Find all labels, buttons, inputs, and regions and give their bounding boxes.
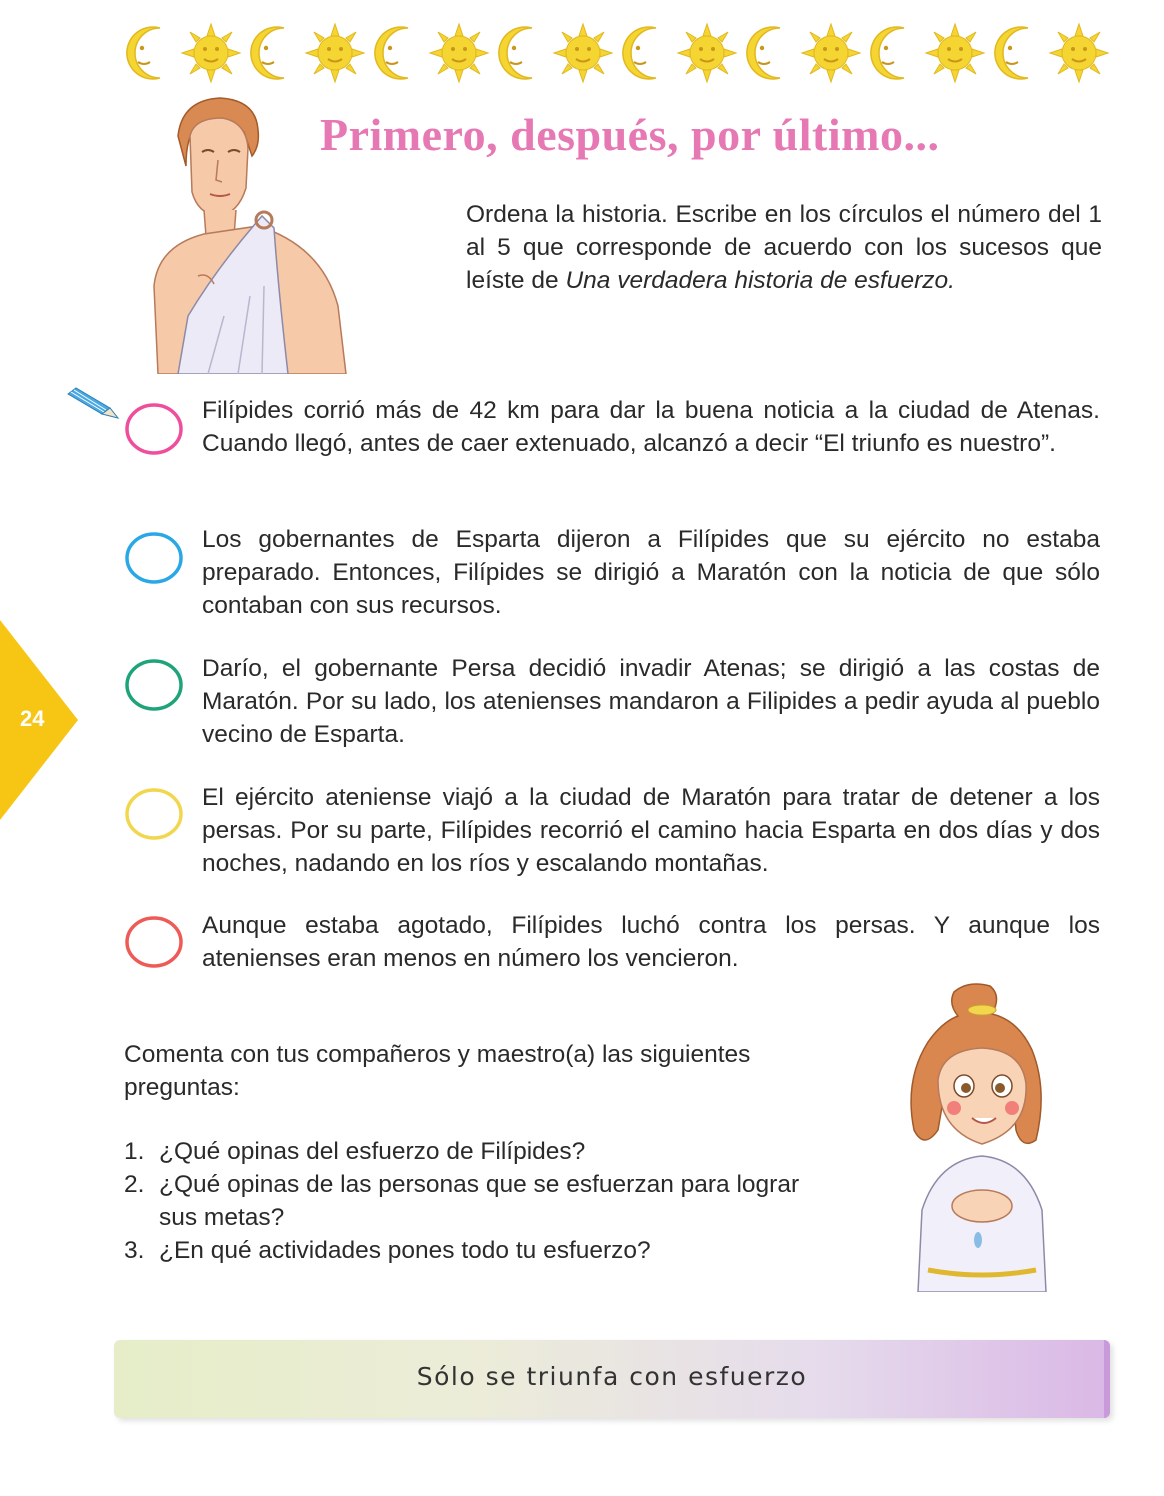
question-list — [124, 1135, 844, 1267]
moon-sun-border — [120, 18, 1110, 88]
question-number: 3. — [124, 1237, 145, 1264]
page-number: 24 — [20, 706, 45, 731]
sun-icon — [552, 22, 614, 84]
event-text: Darío, el gobernante Persa decidió invadir Atenas; se dirigió a las costas de Maratón. Por su lado, los atenienses mandaron a Filipides a pedir ayuda al pueblo vecino de Esparta. — [202, 655, 1100, 748]
sun-icon — [304, 22, 366, 84]
question-number: 1. — [124, 1138, 145, 1165]
moon-icon — [368, 22, 426, 84]
motto-text: Sólo se triunfa con esfuerzo — [416, 1362, 808, 1391]
motto-banner — [114, 1340, 1110, 1418]
event-text: Aunque estaba agotado, Filípides luchó contra los persas. Y aunque los atenienses eran menos en número los vencieron. — [202, 912, 1100, 972]
book-title: Una verdadera historia de esfuerzo. — [565, 267, 955, 294]
moon-icon — [244, 22, 302, 84]
instructions — [466, 198, 1102, 297]
moon-icon — [988, 22, 1046, 84]
moon-icon — [120, 22, 178, 84]
page-title: Primero, después, por último... — [320, 109, 940, 160]
answer-circle[interactable] — [124, 658, 184, 712]
sun-icon — [924, 22, 986, 84]
pencil-icon — [66, 386, 122, 422]
sun-icon — [676, 22, 738, 84]
question-item — [124, 1234, 844, 1267]
event-text: Filípides corrió más de 42 km para dar la buena noticia a la ciudad de Atenas. Cuando llegó, antes de caer extenuado, alcanzó a decir “El triunfo es nuestro”. — [202, 397, 1100, 457]
sun-icon — [180, 22, 242, 84]
moon-icon — [492, 22, 550, 84]
question-item — [124, 1168, 844, 1234]
moon-icon — [740, 22, 798, 84]
answer-circle[interactable] — [124, 915, 184, 969]
discussion-prompt: Comenta con tus compañeros y maestro(a) las siguientes preguntas: — [124, 1041, 751, 1101]
answer-circle[interactable] — [124, 787, 184, 841]
event-text: Los gobernantes de Esparta dijeron a Filípides que su ejército no estaba preparado. Entonces, Filípides se dirigió a Maratón con la noticia de que sólo contaban con sus recursos. — [202, 526, 1100, 619]
instructions-text: Ordena la historia. Escribe en los círculos el número del 1 al 5 que corresponde de acuerdo con los sucesos que leíste de — [466, 201, 1102, 294]
sun-icon — [1048, 22, 1110, 84]
girl-illustration — [898, 980, 1066, 1292]
answer-circle[interactable] — [124, 531, 184, 585]
sun-icon — [428, 22, 490, 84]
answer-circle[interactable] — [124, 402, 184, 456]
moon-icon — [864, 22, 922, 84]
question-item — [124, 1135, 844, 1168]
question-text: ¿En qué actividades pones todo tu esfuerzo? — [159, 1237, 651, 1264]
question-text: ¿Qué opinas del esfuerzo de Filípides? — [159, 1138, 586, 1165]
question-text: ¿Qué opinas de las personas que se esfuerzan para lograr sus metas? — [159, 1171, 800, 1231]
moon-icon — [616, 22, 674, 84]
question-number: 2. — [124, 1171, 145, 1198]
sun-icon — [800, 22, 862, 84]
event-text: El ejército ateniense viajó a la ciudad de Maratón para tratar de detener a los persas. Por su parte, Filípides recorrió el camino hacia Esparta en dos días y dos noches, nadando en los ríos y escalando montañas. — [202, 784, 1100, 877]
